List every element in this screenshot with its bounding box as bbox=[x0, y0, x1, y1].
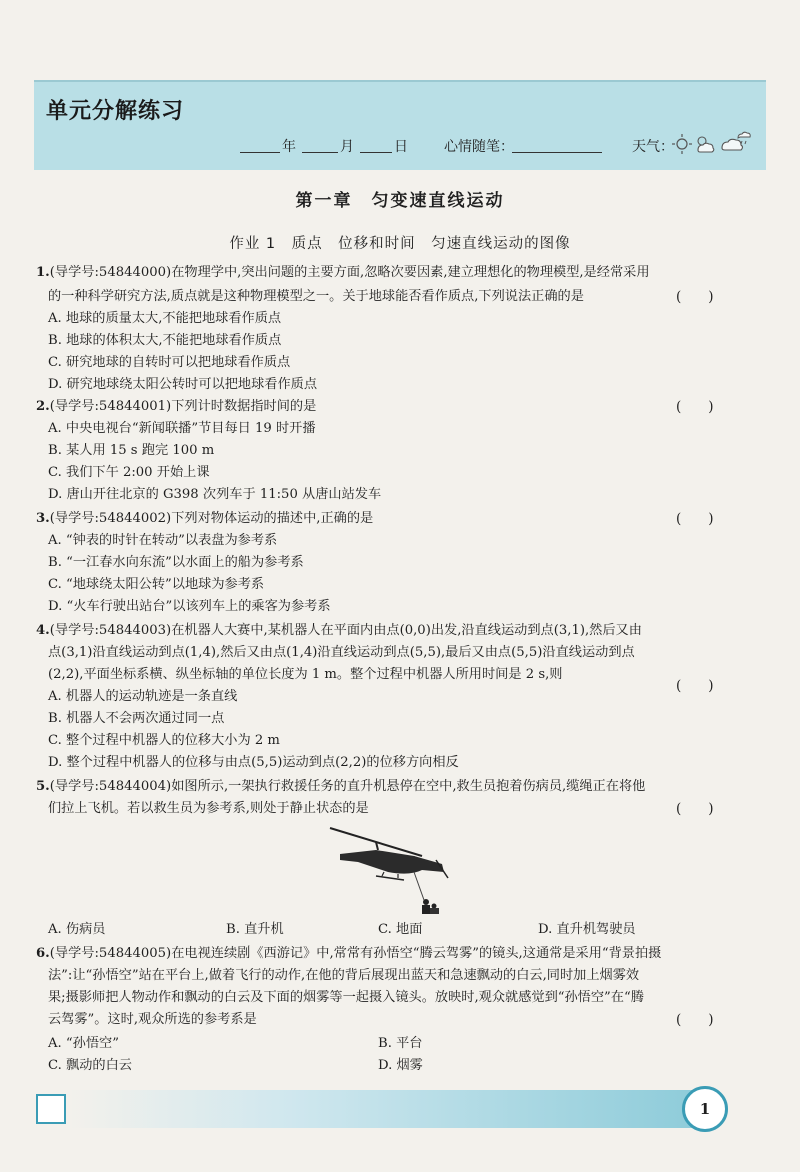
question-text: (导学号:54844001)下列计时数据指时间的是 bbox=[49, 399, 317, 414]
option-a: A. 机器人的运动轨迹是一条直线 bbox=[48, 689, 238, 704]
option-d: D. 研究地球绕太阳公转时可以把地球看作质点 bbox=[48, 377, 318, 392]
question-1-line-2: 的一种科学研究方法,质点就是这种物理模型之一。关于地球能否看作质点,下列说法正确的是 bbox=[48, 289, 584, 304]
question-5-line-2: 们拉上飞机。若以救生员为参考系,则处于静止状态的是 bbox=[48, 801, 369, 816]
option-a: A. “孙悟空” bbox=[48, 1036, 119, 1051]
option-c: C. 飘动的白云 bbox=[48, 1058, 132, 1073]
option-b: B. 机器人不会两次通过同一点 bbox=[48, 711, 225, 726]
chapter-title: 第一章 匀变速直线运动 bbox=[295, 191, 505, 211]
question-6-line-4: 云驾雾”。这时,观众所选的参考系是 bbox=[48, 1012, 257, 1027]
rescue-cable bbox=[414, 872, 424, 900]
option-b: B. 直升机 bbox=[226, 922, 284, 937]
mood-blank[interactable] bbox=[512, 136, 602, 157]
option-d: D. 整个过程中机器人的位移与由点(5,5)运动到点(2,2)的位移方向相反 bbox=[48, 755, 459, 770]
rescuer-and-patient-icon bbox=[422, 899, 439, 914]
question-text: (导学号:54844000)在物理学中,突出问题的主要方面,忽略次要因素,建立理想化的物理模型,是经常采用 bbox=[49, 265, 650, 280]
option-b: B. 某人用 15 s 跑完 100 m bbox=[48, 443, 215, 458]
diary-line bbox=[240, 136, 760, 160]
month-blank[interactable] bbox=[302, 136, 338, 157]
question-3-line-1 bbox=[36, 509, 766, 529]
question-text: (导学号:54844004)如图所示,一架执行救援任务的直升机悬停在空中,救生员抱着伤病员,缆绳正在将他 bbox=[49, 779, 646, 794]
mood-label: 心情随笔： bbox=[444, 139, 514, 155]
weather-label: 天气： bbox=[632, 139, 674, 155]
page-number: 1 bbox=[682, 1086, 728, 1132]
question-1-line-1 bbox=[36, 263, 766, 283]
option-c: C. 研究地球的自转时可以把地球看作质点 bbox=[48, 355, 291, 370]
question-6-line-3: 果;摄影师把人物动作和飘动的白云及下面的烟雾等一起摄入镜头。放映时,观众就感觉到“孙悟空”在“腾 bbox=[48, 990, 644, 1005]
question-4-line-2: 点(3,1)沿直线运动到点(1,4),然后又由点(1,4)沿直线运动到点(5,5),最后又由点(5,5)沿直线运动到点 bbox=[48, 645, 635, 660]
question-4-line-3: (2,2),平面坐标系横、纵坐标轴的单位长度为 1 m。整个过程中机器人所用时间是 2 s,则 bbox=[48, 667, 563, 682]
option-c: C. 我们下午 2:00 开始上课 bbox=[48, 465, 210, 480]
helicopter-rescue-figure bbox=[318, 820, 458, 920]
option-d: D. 直升机驾驶员 bbox=[538, 922, 636, 937]
question-text: (导学号:54844005)在电视连续剧《西游记》中,常常有孙悟空“腾云驾雾”的镜头,这通常是采用“背景拍摄 bbox=[49, 946, 662, 961]
question-6-line-2: 法”:让“孙悟空”站在平台上,做着飞行的动作,在他的背后展现出蓝天和急速飘动的白云,同时加上烟雾效 bbox=[48, 968, 640, 983]
answer-blank[interactable]: ( ) bbox=[676, 399, 714, 415]
option-a: A. 中央电视台“新闻联播”节目每日 19 时开播 bbox=[48, 421, 316, 436]
day-blank[interactable] bbox=[360, 136, 392, 157]
helicopter-icon bbox=[330, 828, 448, 880]
question-number: 2. bbox=[36, 399, 50, 414]
weather-icons bbox=[672, 130, 752, 158]
question-text: (导学号:54844002)下列对物体运动的描述中,正确的是 bbox=[49, 511, 374, 526]
option-a: A. “钟表的时针在转动”以表盘为参考系 bbox=[48, 533, 278, 548]
question-2-line-1 bbox=[36, 397, 766, 417]
question-number: 6. bbox=[36, 946, 50, 961]
answer-blank[interactable]: ( ) bbox=[676, 801, 714, 817]
partly-cloudy-icon bbox=[698, 137, 714, 152]
month-label: 月 bbox=[340, 139, 354, 155]
question-number: 1. bbox=[36, 265, 50, 280]
cloud-icon bbox=[722, 139, 743, 150]
option-c: C. 地面 bbox=[378, 922, 423, 937]
answer-blank[interactable]: ( ) bbox=[676, 289, 714, 305]
option-c: C. “地球绕太阳公转”以地球为参考系 bbox=[48, 577, 265, 592]
question-6-line-1 bbox=[36, 944, 766, 964]
option-d: D. 烟雾 bbox=[378, 1058, 423, 1073]
year-label: 年 bbox=[282, 139, 296, 155]
option-b: B. 地球的体积太大,不能把地球看作质点 bbox=[48, 333, 282, 348]
question-4-line-1 bbox=[36, 621, 766, 641]
header-banner bbox=[34, 80, 766, 170]
option-d: D. “火车行驶出站台”以该列车上的乘客为参考系 bbox=[48, 599, 331, 614]
question-number: 5. bbox=[36, 779, 50, 794]
option-d: D. 唐山开往北京的 G398 次列车于 11:50 从唐山站发车 bbox=[48, 487, 382, 502]
option-b: B. “一江春水向东流”以水面上的船为参考系 bbox=[48, 555, 304, 570]
option-b: B. 平台 bbox=[378, 1036, 423, 1051]
footer-checkbox[interactable] bbox=[36, 1094, 66, 1124]
question-5-line-1 bbox=[36, 777, 766, 797]
day-label: 日 bbox=[394, 139, 408, 155]
question-number: 4. bbox=[36, 623, 50, 638]
homework-title: 作业 1 质点 位移和时间 匀速直线运动的图像 bbox=[229, 236, 571, 252]
answer-blank[interactable]: ( ) bbox=[676, 1012, 714, 1028]
option-a: A. 伤病员 bbox=[48, 922, 106, 937]
option-a: A. 地球的质量太大,不能把地球看作质点 bbox=[48, 311, 282, 326]
year-blank[interactable] bbox=[240, 136, 280, 157]
footer-bar bbox=[70, 1090, 710, 1128]
option-c: C. 整个过程中机器人的位移大小为 2 m bbox=[48, 733, 280, 748]
section-title: 单元分解练习 bbox=[46, 99, 185, 124]
answer-blank[interactable]: ( ) bbox=[676, 511, 714, 527]
question-text: (导学号:54844003)在机器人大赛中,某机器人在平面内由点(0,0)出发,沿直线运动到点(3,1),然后又由 bbox=[49, 623, 642, 638]
sun-icon bbox=[672, 134, 692, 154]
answer-blank[interactable]: ( ) bbox=[676, 678, 714, 694]
question-number: 3. bbox=[36, 511, 50, 526]
